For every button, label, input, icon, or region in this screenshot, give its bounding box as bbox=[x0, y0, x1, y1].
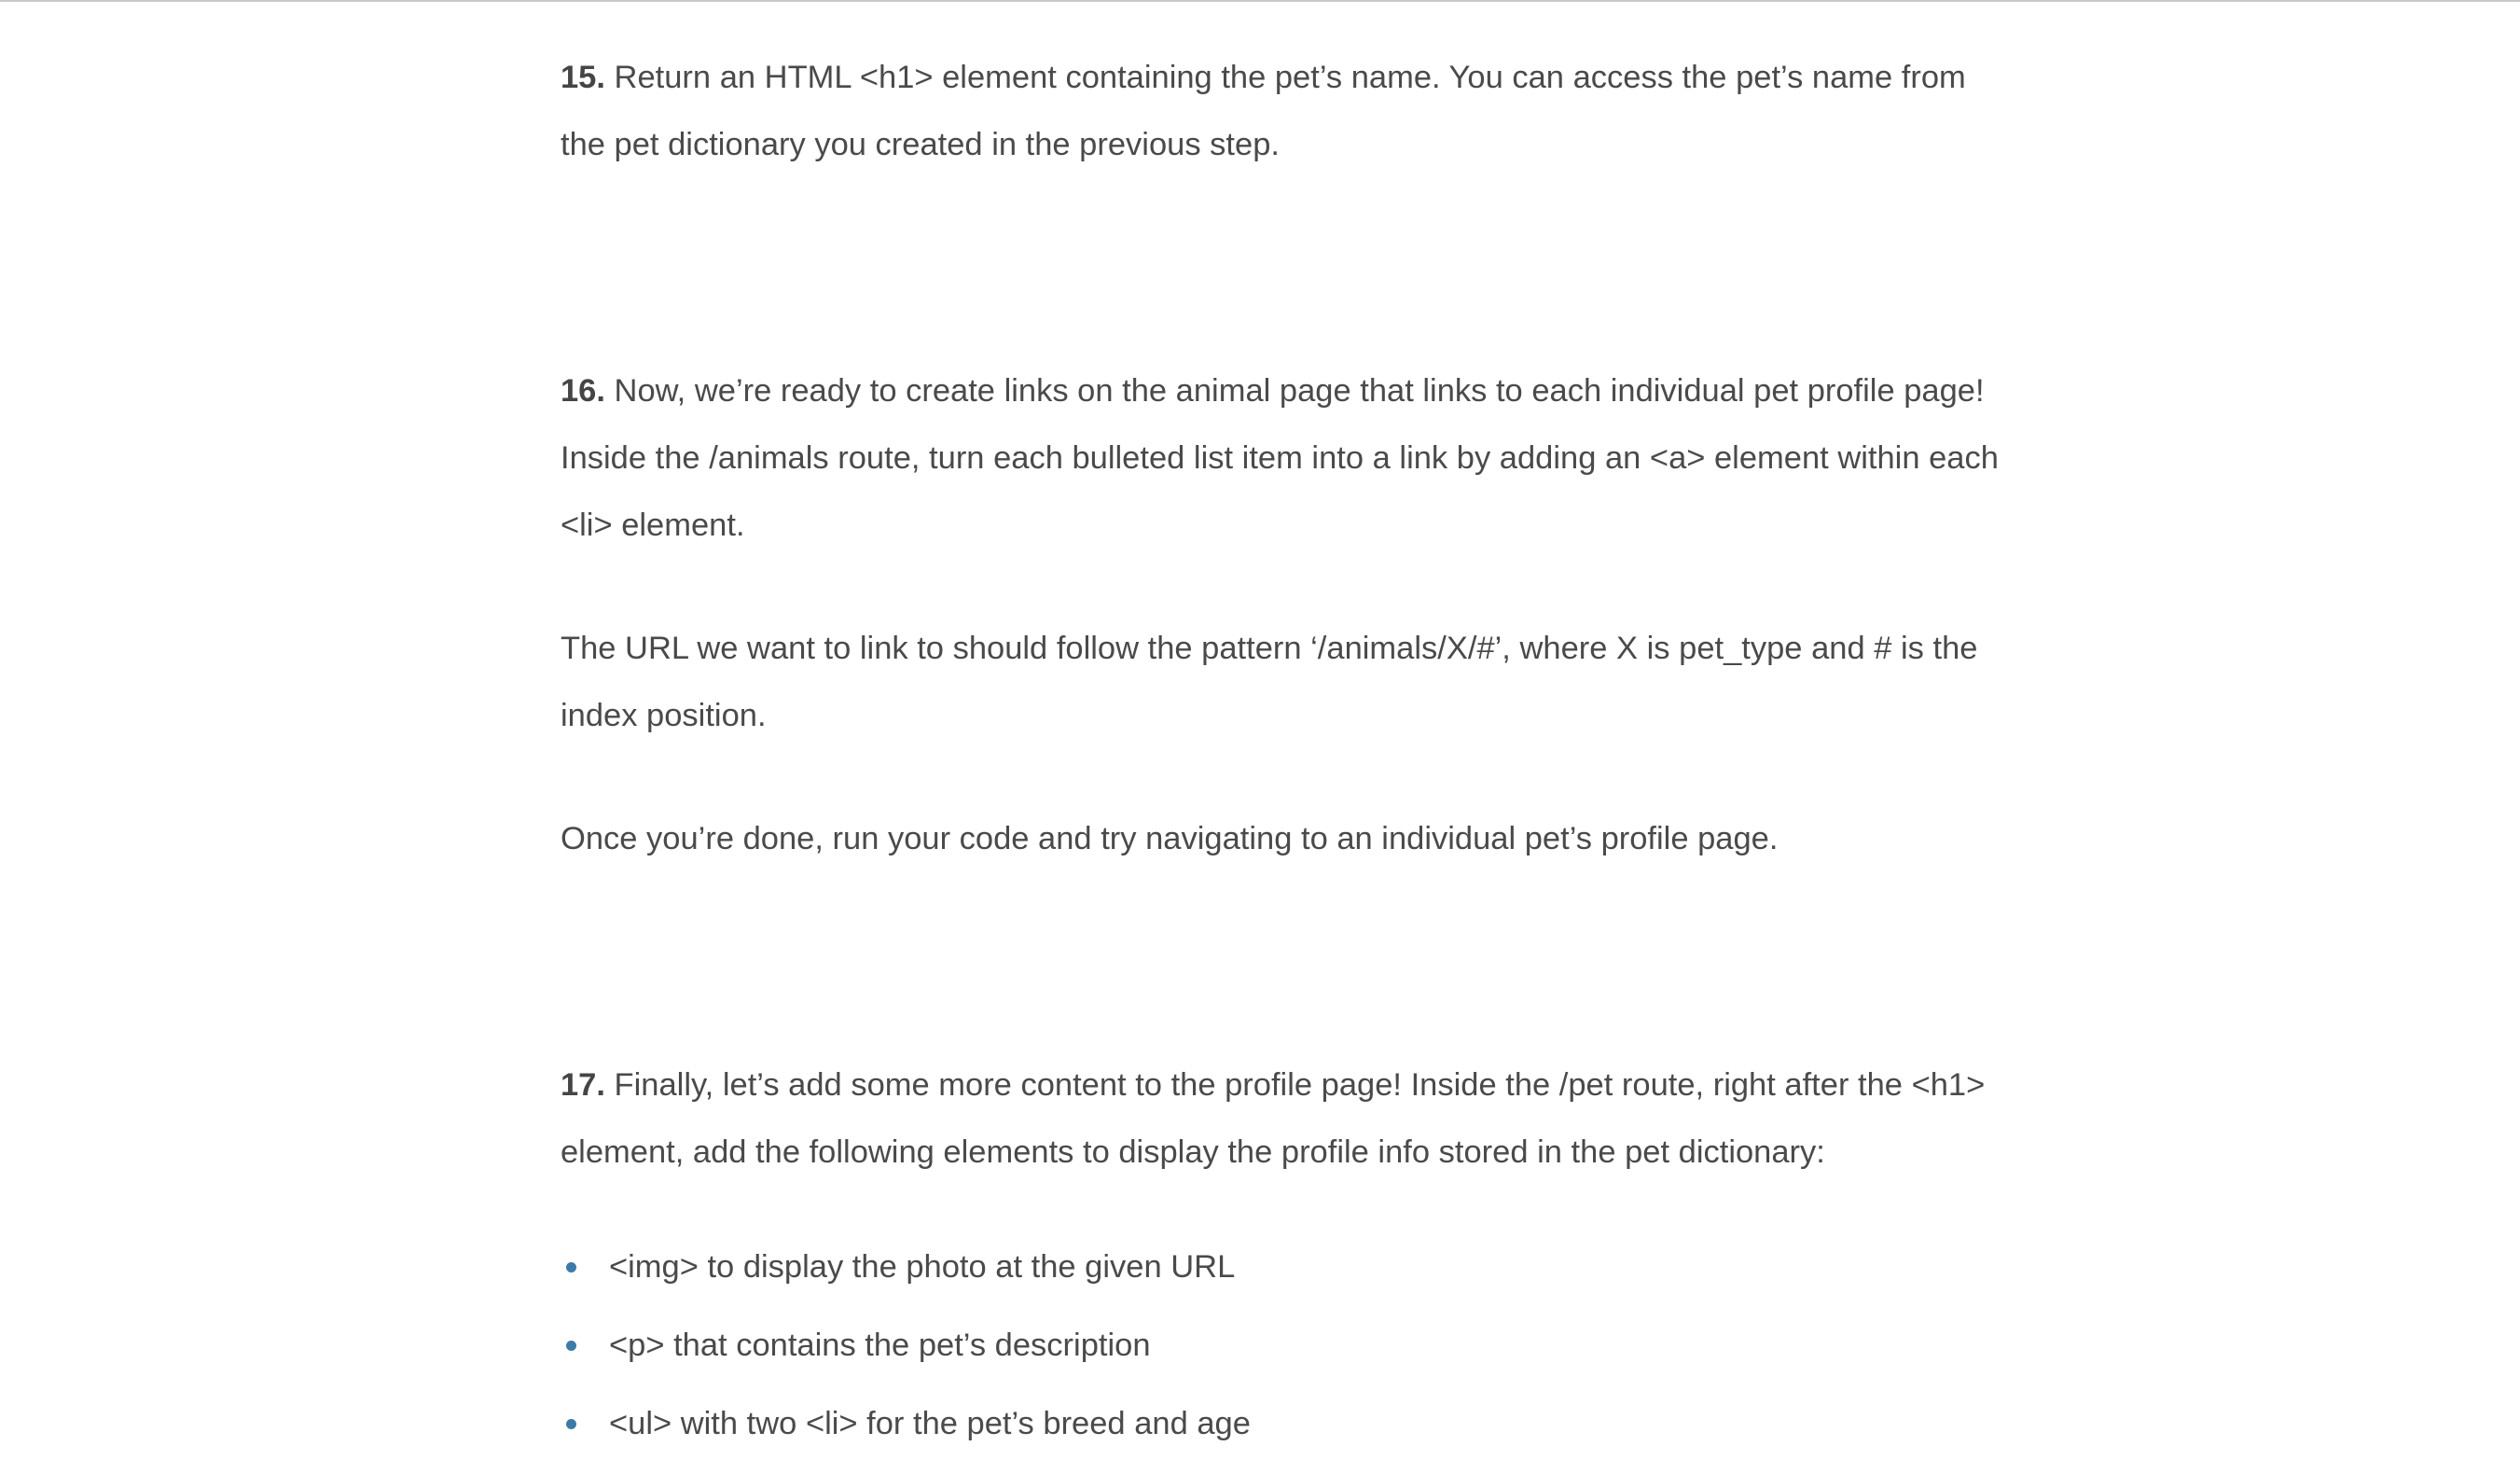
bullet-dot-icon bbox=[566, 1341, 576, 1351]
bullet-dot-icon bbox=[566, 1262, 576, 1272]
step-16-run-code-paragraph: Once you’re done, run your code and try navigating to an individual pet’s profile page. bbox=[561, 821, 1779, 856]
step-16-text: Now, we’re ready to create links on the animal page that links to each individual pet profile page! Inside the /animals route, turn each bulleted list item into a link by adding an <a> element within each <li> element. bbox=[561, 373, 1999, 543]
step-16-paragraph bbox=[561, 357, 2015, 559]
list-item-text: <img> to display the photo at the given URL bbox=[609, 1249, 1236, 1285]
step-17-number: 17. bbox=[561, 1067, 605, 1103]
step-16-url-pattern-paragraph: The URL we want to link to should follow the pattern ‘/animals/X/#’, where X is pet_type and # is the index position. bbox=[561, 631, 1978, 733]
list-item-text: <ul> with two <li> for the pet’s breed and age bbox=[609, 1406, 1251, 1441]
top-divider bbox=[0, 0, 2520, 2]
list-item bbox=[561, 1233, 2015, 1312]
list-item-text: <p> that contains the pet’s description bbox=[609, 1328, 1151, 1363]
bullet-dot-icon bbox=[566, 1419, 576, 1429]
step-17-paragraph bbox=[561, 1051, 2015, 1186]
step-15-number: 15. bbox=[561, 60, 605, 95]
step-16-number: 16. bbox=[561, 373, 605, 409]
step-17-text: Finally, let’s add some more content to the profile page! Inside the /pet route, right after the <h1> element, add the following elements to display the profile info stored in the pet dictionary: bbox=[561, 1067, 1986, 1170]
step-15-paragraph bbox=[561, 44, 2015, 178]
step-15-text: Return an HTML <h1> element containing the pet’s name. You can access the pet’s name from the pet dictionary you created in the previous step. bbox=[561, 60, 1966, 162]
list-item bbox=[561, 1390, 2015, 1468]
step-17-bullet-list bbox=[561, 1233, 2015, 1468]
list-item bbox=[561, 1312, 2015, 1390]
